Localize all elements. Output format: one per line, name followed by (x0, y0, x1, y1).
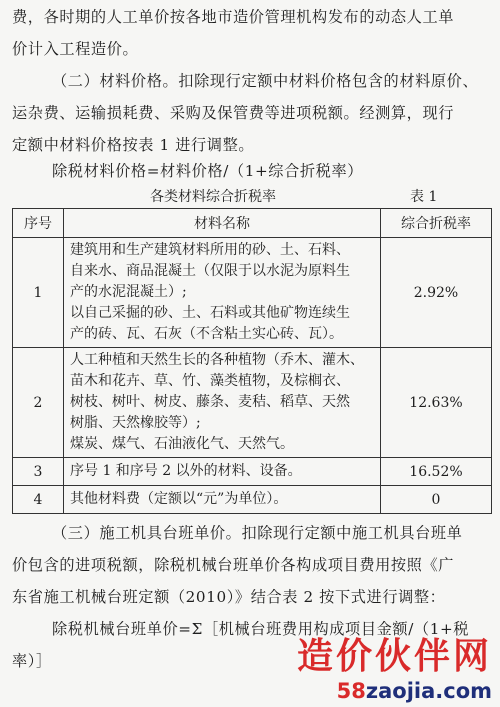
row-material-name (64, 458, 381, 486)
table-title: 各类材料综合折税率 (150, 189, 276, 205)
row-material-name (64, 238, 381, 348)
paragraph-line: 价包含的进项税额，除税机械台班单价各构成项目费用按照《广 (12, 556, 455, 574)
header-material-name: 材料名称 (64, 209, 381, 238)
watermark-title: 造价伙伴网 (296, 636, 492, 677)
table-label: 表 1 (410, 189, 438, 205)
material-tax-rate-table (12, 208, 492, 514)
material-name-line: 产的砖、瓦、石灰（不含粘土实心砖、瓦）。 (70, 326, 343, 342)
table-header-row (13, 209, 492, 238)
paragraph-line: 价计入工程造价。 (12, 40, 139, 58)
watermark-url-domain: zaojia.com (365, 679, 492, 703)
row-material-name (64, 486, 381, 514)
material-name-line: 树枝、树叶、树皮、藤条、麦秸、稻草、天然 (70, 394, 350, 410)
row-material-name (64, 348, 381, 458)
paragraph-line: 运杂费、运输损耗费、采购及保管费等进项税额。经测算，现行 (12, 104, 455, 122)
material-name-line: 以自己采掘的砂、土、石料或其他矿物连续生 (70, 305, 350, 321)
material-name-line: 自来水、商品混凝土（仅限于以水泥为原料生 (70, 263, 350, 279)
watermark-url-number: 58 (336, 679, 366, 703)
material-name-line: 产的水泥混凝土）; (70, 284, 187, 300)
row-number: 4 (13, 486, 64, 514)
row-tax-rate: 16.52% (381, 458, 492, 486)
material-name-line: 煤炭、煤气、石油液化气、天然气。 (70, 436, 294, 452)
site-watermark-logo (297, 636, 492, 704)
paragraph-line: 定额中材料价格按表 1 进行调整。 (12, 136, 255, 154)
formula-material-price: 除税材料价格=材料价格/（1+综合折税率） (52, 162, 364, 180)
material-name-line: 苗木和花卉、草、竹、藻类植物，及棕榈衣、 (70, 373, 350, 389)
formula-machine-price: 除税机械台班单价=Σ［机械台班费用构成项目金额/（1+税 (52, 620, 470, 638)
header-tax-rate: 综合折税率 (381, 209, 492, 238)
row-number: 1 (13, 238, 64, 348)
material-name-line: 人工种植和天然生长的各种植物（乔木、灌木、 (70, 352, 364, 368)
row-tax-rate: 2.92% (381, 238, 492, 348)
row-number: 2 (13, 348, 64, 458)
paragraph-line: （二）材料价格。扣除现行定额中材料价格包含的材料原价、 (52, 72, 479, 90)
row-number: 3 (13, 458, 64, 486)
paragraph-line: 东省施工机械台班定额（2010）》结合表 2 按下式进行调整： (12, 588, 446, 606)
table-row (13, 238, 492, 348)
header-number: 序号 (13, 209, 64, 238)
material-name-line: 序号 1 和序号 2 以外的材料、设备。 (70, 463, 302, 479)
table-row (13, 458, 492, 486)
row-tax-rate: 12.63% (381, 348, 492, 458)
row-tax-rate: 0 (381, 486, 492, 514)
table-row (13, 348, 492, 458)
watermark-url (297, 678, 492, 704)
material-name-line: 建筑用和生产建筑材料所用的砂、土、石料、 (70, 242, 350, 258)
formula-machine-price-continued: 率）］ (12, 652, 52, 670)
paragraph-line: （三）施工机具台班单价。扣除现行定额中施工机具台班单 (52, 524, 463, 542)
paragraph-line: 费，各时期的人工单价按各地市造价管理机构发布的动态人工单 (12, 8, 455, 26)
table-row (13, 486, 492, 514)
material-name-line: 树脂、天然橡胶等）; (70, 415, 201, 431)
material-name-line: 其他材料费（定额以“元”为单位）。 (70, 491, 288, 507)
